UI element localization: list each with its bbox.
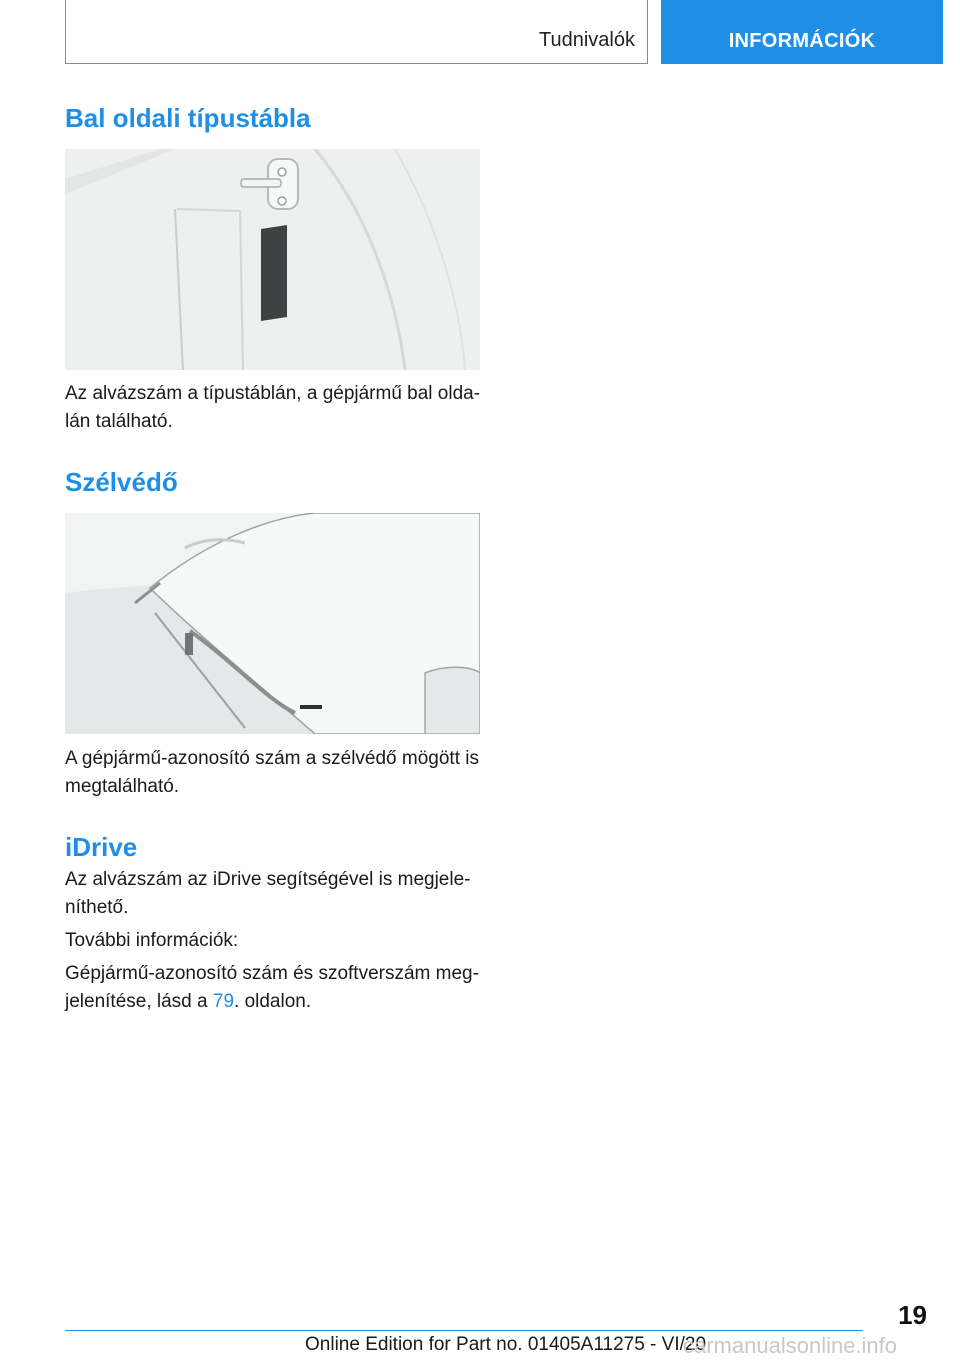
- type-plate-caption: Az alvázszám a típustáblán, a gépjármű bal olda- lán található.: [65, 383, 481, 432]
- section-title-windshield: Szélvédő: [65, 467, 178, 497]
- idrive-reference: Gépjármű-azonosító szám és szoftverszám meg- jelenítése, lásd a 79. oldalon.: [65, 963, 479, 1012]
- header-section-box: [65, 0, 648, 64]
- idrive-paragraph-2: További információk:: [65, 930, 239, 951]
- page-reference-link[interactable]: 79: [212, 991, 235, 1012]
- section-title-idrive: iDrive: [65, 832, 138, 862]
- windshield-caption: A gépjármű-azonosító szám a szélvédő mögött is megtalálható.: [65, 748, 479, 797]
- watermark: carmanualsonline.info: [683, 1333, 898, 1358]
- header-tab-informaciok[interactable]: [661, 0, 943, 64]
- header-tab-label: INFORMÁCIÓK: [728, 30, 876, 52]
- page-number: 19: [898, 1300, 927, 1330]
- windshield-image: [65, 513, 480, 734]
- header-section-title: Tudnivalók: [539, 29, 635, 51]
- idrive-paragraph-1: Az alvázszám az iDrive segítségével is megjele- níthető.: [65, 869, 471, 918]
- type-plate-image: [65, 149, 480, 370]
- footer-edition: Online Edition for Part no. 01405A11275 - VI/20: [305, 1334, 707, 1355]
- footer-rule: [65, 1330, 863, 1331]
- section-title-type-plate: Bal oldali típustábla: [65, 103, 311, 133]
